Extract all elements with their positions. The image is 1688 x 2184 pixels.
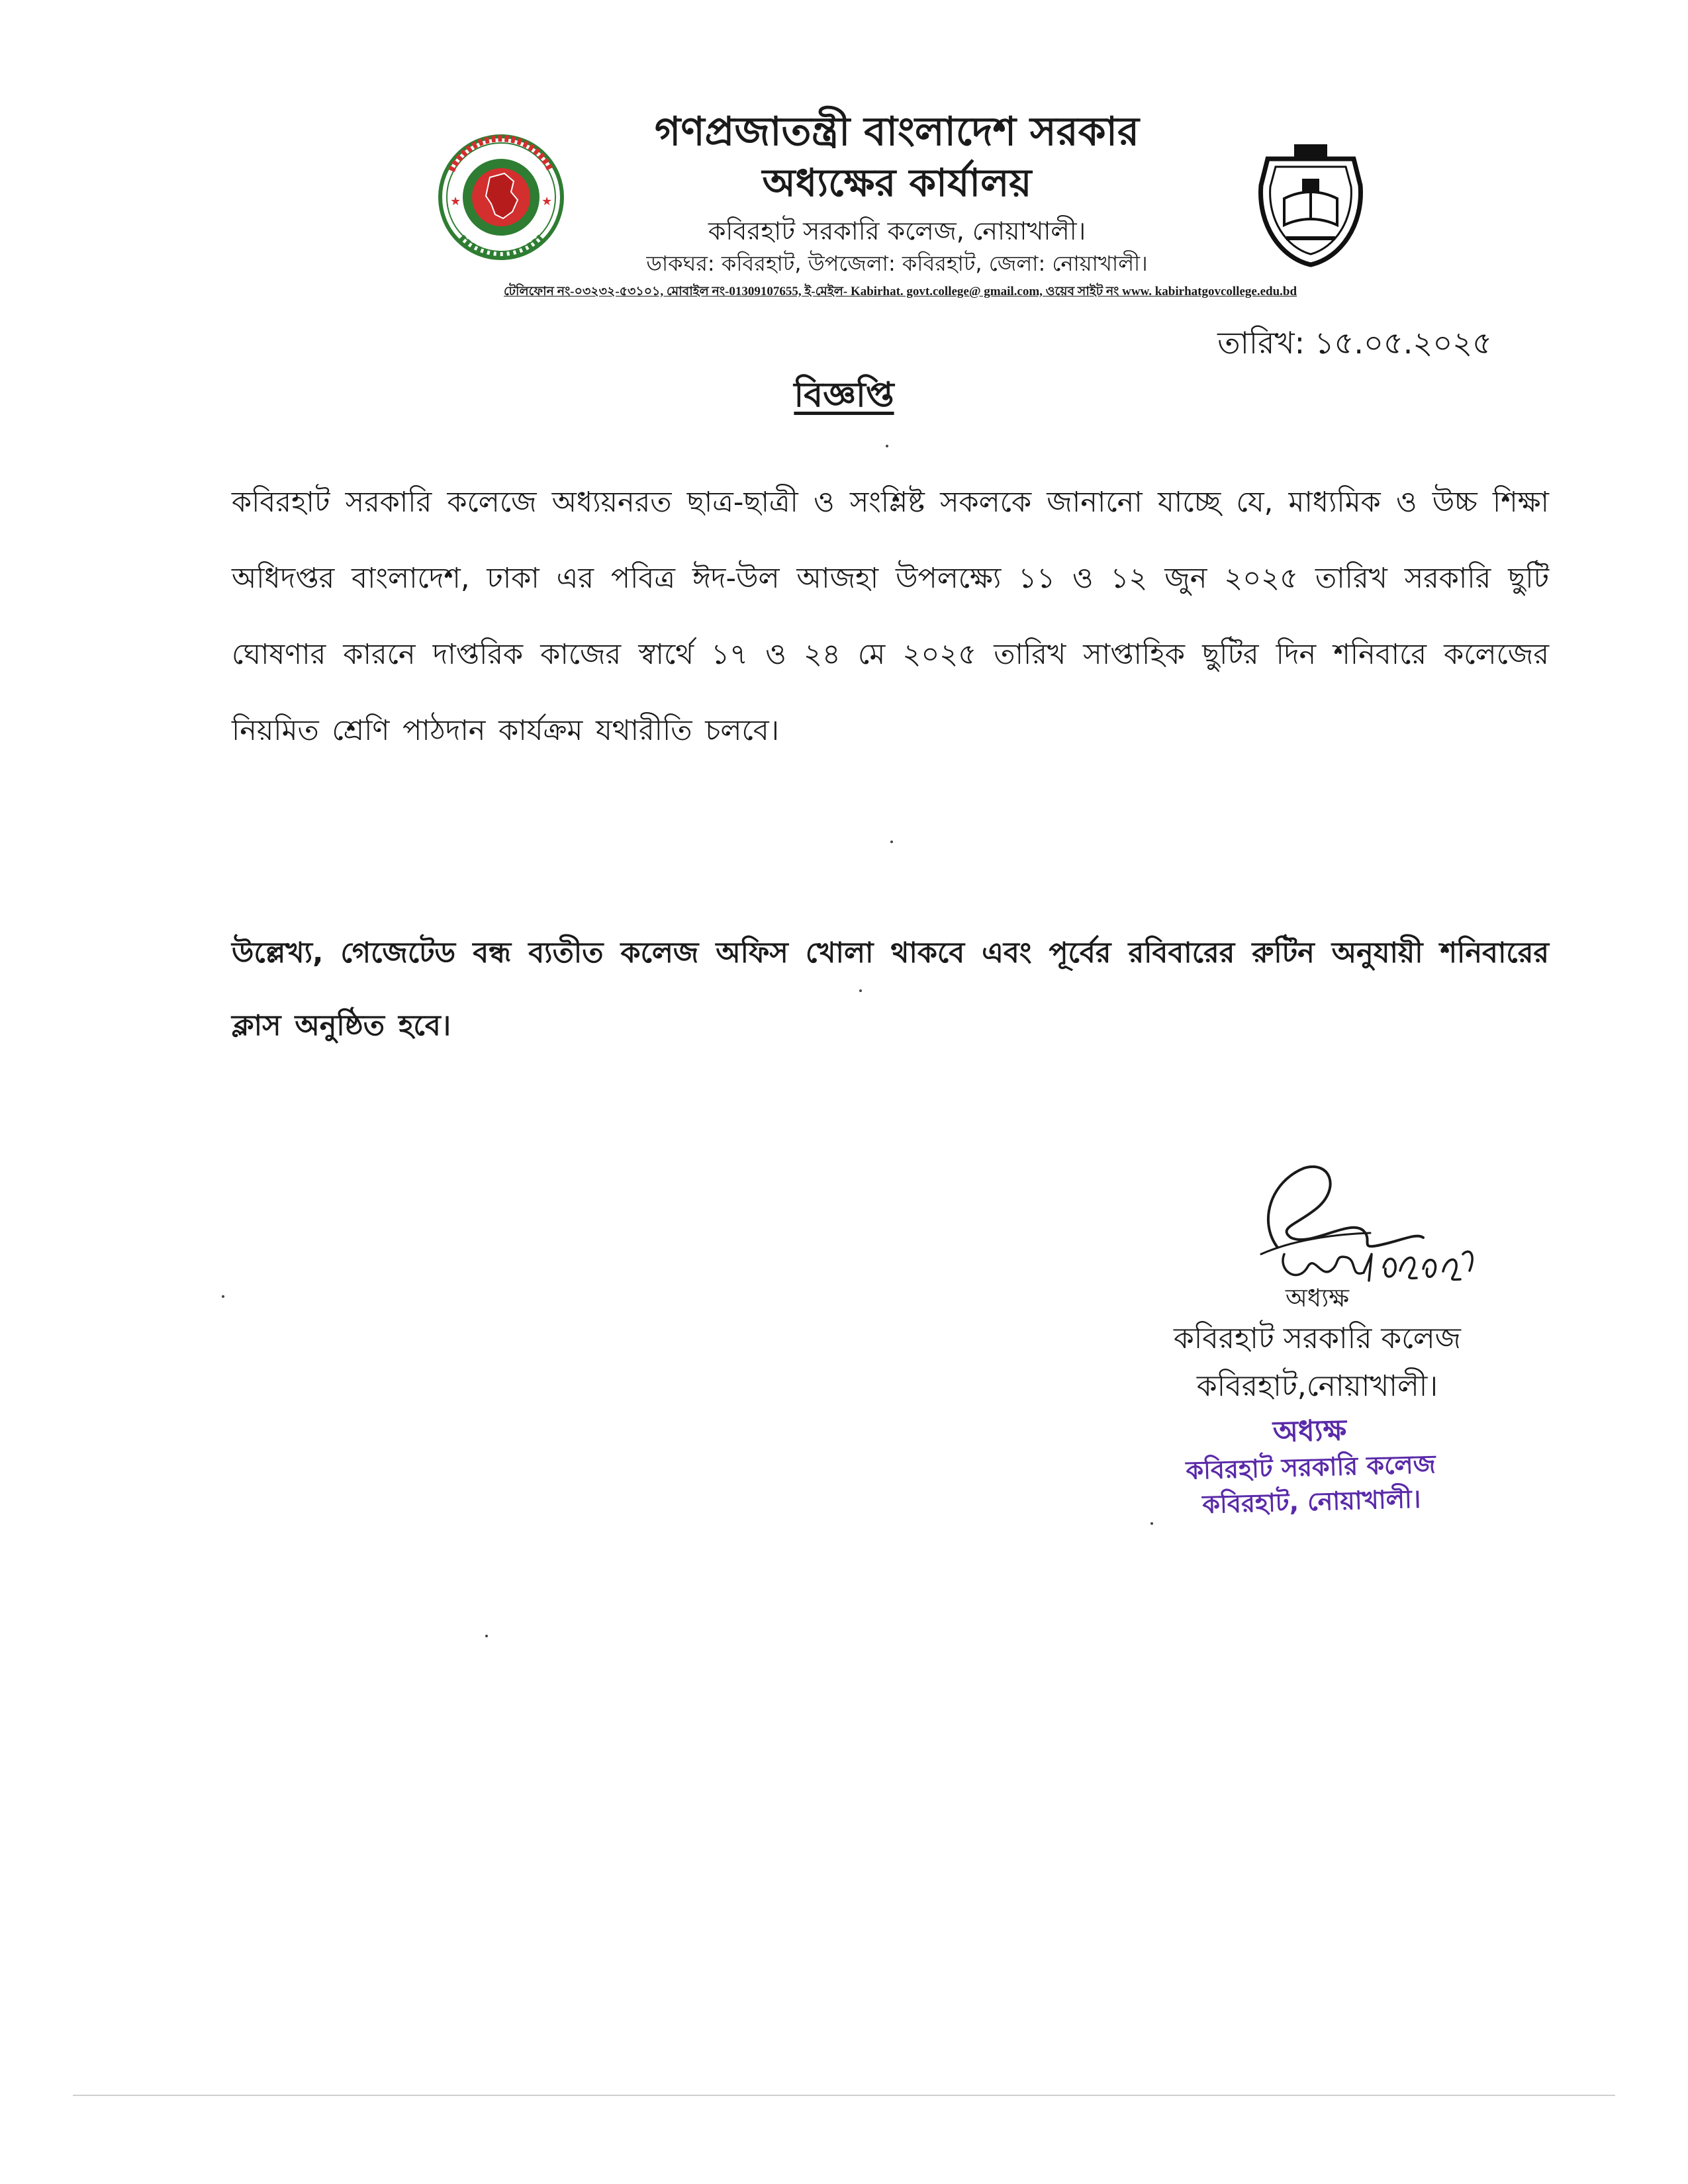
scan-speck — [485, 1635, 488, 1637]
signatory-title: অধ্যক্ষ — [1285, 1283, 1349, 1312]
signatory-college: কবিরহাট সরকারি কলেজ — [1173, 1322, 1462, 1355]
office-stamp — [1124, 1408, 1497, 1524]
contact-info: টেলিফোন নং-০৩২৩২-৫৩১০১, মোবাইল নং-01309107655, ই-মেইল- Kabirhat. govt.college@ gmail.com, ওয়েব সাইট নং www. kabirhatgovcollege.edu.bd — [503, 285, 1297, 298]
handwritten-signature — [1198, 1155, 1483, 1294]
notice-paragraph-1: কবিরহাট সরকারি কলেজে অধ্যয়নরত ছাত্র-ছাত্রী ও সংশ্লিষ্ট সকলকে জানানো যাচ্ছে যে, মাধ্যমিক ও উচ্চ শিক্ষা অধিদপ্তর বাংলাদেশ, ঢাকা এর পবিত্র ঈদ-উল আজহা উপলক্ষ্যে ১১ ও ১২ জুন ২০২৫ তারিখ সরকারি ছুটি ঘোষণার কারনে দাপ্তরিক কাজের স্বার্থে ১৭ ও ২৪ মে ২০২৫ তারিখ সাপ্তাহিক ছুটির দিন শনিবারে কলেজের নিয়মিত শ্রেণি পাঠদান কার্যক্রম যথারীতি চলবে। — [232, 486, 1549, 747]
footer-divider — [73, 2095, 1615, 2096]
notice-paragraph-2: উল্লেখ্য, গেজেটেড বন্ধ ব্যতীত কলেজ অফিস খোলা থাকবে এবং পূর্বের রবিবারের রুটিন অনুযায়ী শনিবারের ক্লাস অনুষ্ঠিত হবে। — [232, 936, 1549, 1042]
scan-speck — [890, 841, 893, 843]
signatory-block — [1092, 1281, 1542, 1410]
signatory-location: কবিরহাট,নোয়াখালী। — [1196, 1369, 1438, 1403]
letterhead — [357, 106, 1436, 278]
svg-text:★: ★ — [450, 195, 461, 208]
scan-speck — [886, 445, 888, 447]
office-title: অধ্যক্ষের কার্যালয় — [762, 160, 1032, 205]
scan-speck — [859, 989, 862, 992]
svg-text:★: ★ — [541, 195, 553, 208]
scan-speck — [1150, 1522, 1153, 1525]
stamp-college: কবিরহাট সরকারি কলেজ — [1185, 1449, 1436, 1485]
stamp-title: অধ্যক্ষ — [1272, 1413, 1347, 1449]
stamp-location: কবিরহাট, নোয়াখালী। — [1201, 1484, 1421, 1520]
postal-address: ডাকঘর: কবিরহাট, উপজেলা: কবিরহাট, জেলা: নোয়াখালী। — [646, 251, 1148, 276]
government-title: গণপ্রজাতন্ত্রী বাংলাদেশ সরকার — [655, 109, 1139, 155]
notice-heading — [0, 372, 1688, 418]
notice-date: তারিখ: ১৫.০৫.২০২৫ — [1217, 325, 1492, 361]
scan-speck — [222, 1295, 224, 1298]
notice-title: বিজ্ঞপ্তি — [794, 375, 894, 415]
college-name: কবিরহাট সরকারি কলেজ, নোয়াখালী। — [708, 216, 1086, 246]
